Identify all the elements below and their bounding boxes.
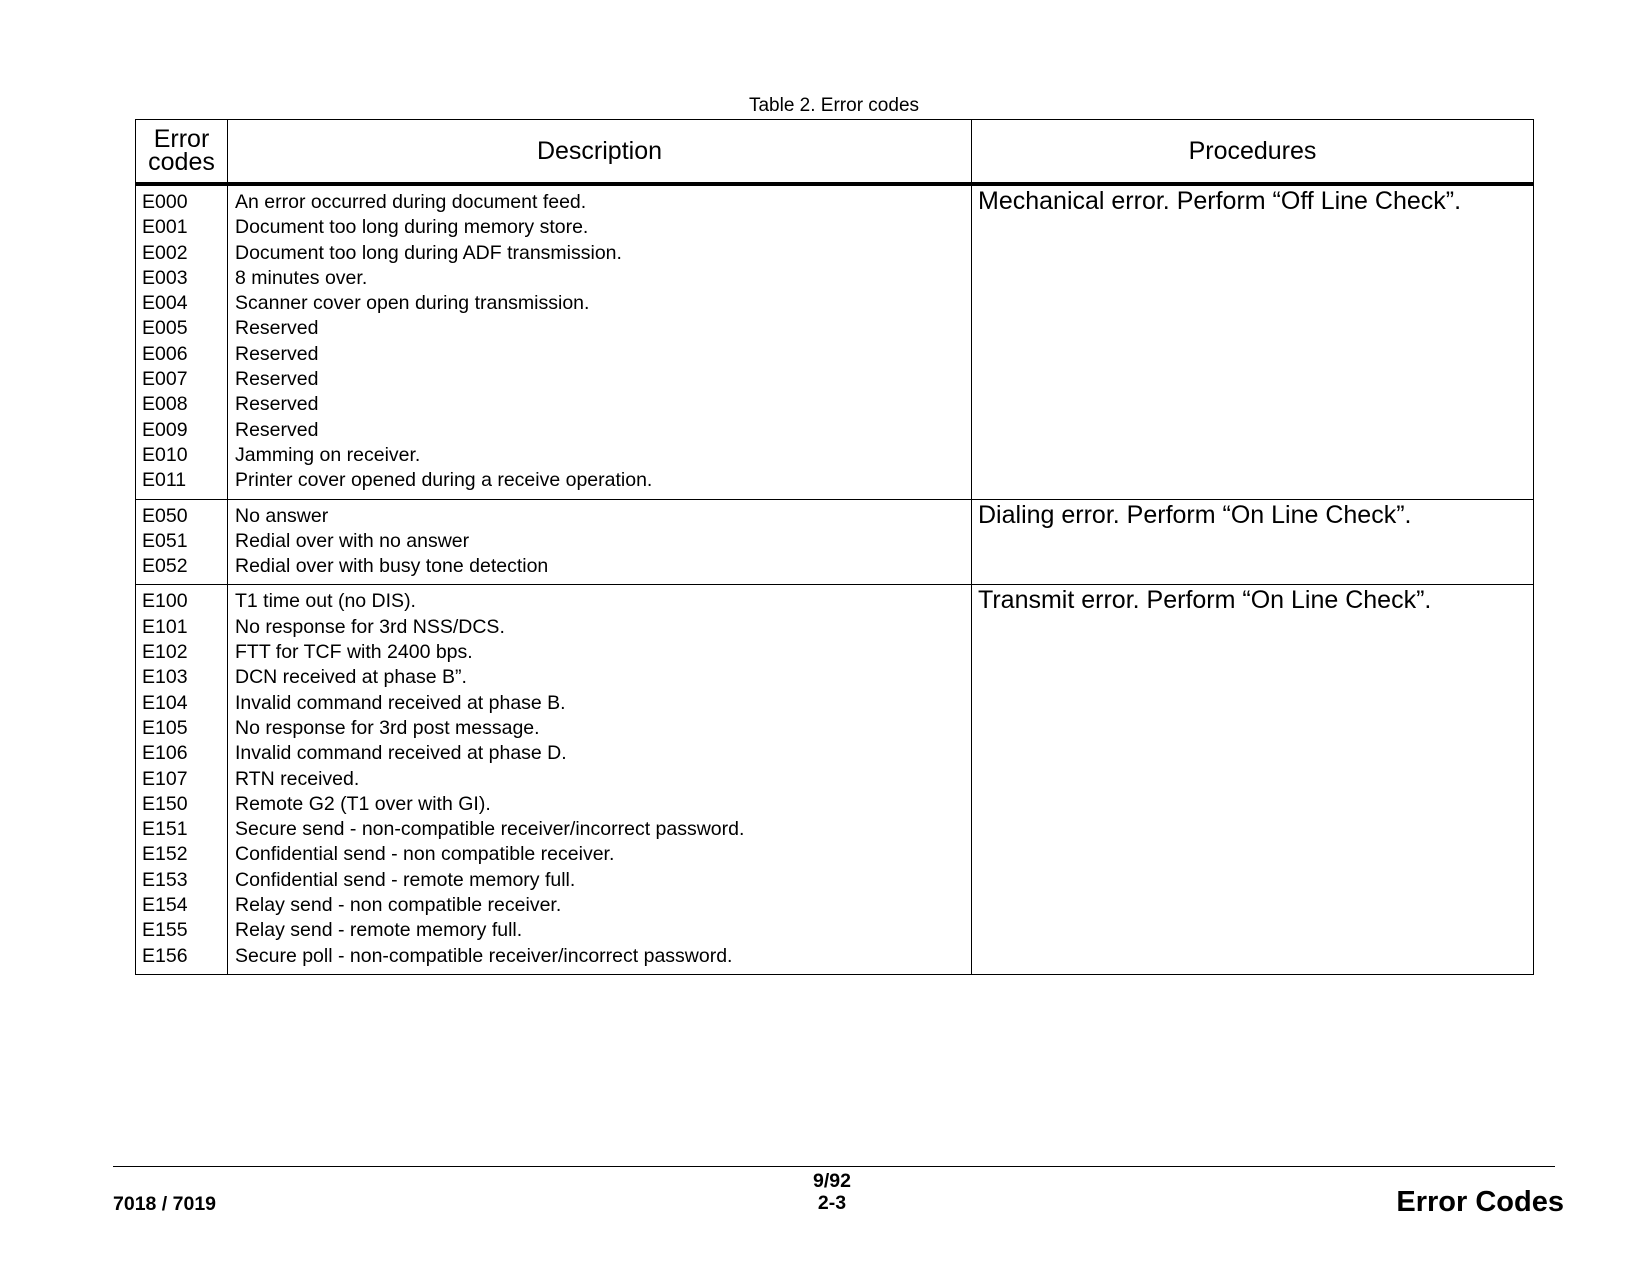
table-row-group [136, 184, 1534, 499]
error-description: Invalid command received at phase B. [235, 691, 566, 714]
procedure-cell [972, 184, 1534, 499]
error-description: Redial over with no answer [235, 529, 470, 552]
error-description: Document too long during memory store. [235, 216, 589, 239]
error-code: E009 [142, 418, 188, 441]
error-code: E150 [142, 792, 188, 815]
table-header-row [136, 120, 1534, 185]
error-description: Reserved [235, 393, 319, 416]
error-code: E152 [142, 843, 188, 866]
header-error-codes [136, 120, 228, 185]
footer-date: 9/92 [813, 1170, 851, 1192]
error-description: No response for 3rd NSS/DCS. [235, 615, 505, 638]
error-description: Jamming on receiver. [235, 443, 421, 466]
error-description: Relay send - non compatible receiver. [235, 894, 562, 917]
procedure-text: Transmit error. Perform “On Line Check”. [978, 586, 1432, 615]
footer-page-number: 2-3 [817, 1192, 847, 1214]
error-description: DCN received at phase B”. [235, 666, 467, 689]
error-description: Relay send - remote memory full. [235, 919, 523, 942]
error-code: E153 [142, 868, 188, 891]
header-error-codes-line1: Error [153, 125, 210, 153]
procedure-text: Dialing error. Perform “On Line Check”. [978, 500, 1412, 529]
table-caption: Table 2. Error codes [748, 95, 920, 116]
error-description: Reserved [235, 418, 319, 441]
error-code: E050 [142, 504, 188, 527]
header-procedures: Procedures [972, 120, 1534, 185]
error-description: RTN received. [235, 767, 360, 790]
header-description: Description [228, 120, 972, 185]
error-description: Invalid command received at phase D. [235, 742, 567, 765]
description-cell [228, 184, 972, 499]
error-code: E103 [142, 666, 188, 689]
error-code-cell [136, 184, 228, 499]
error-description: Secure send - non-compatible receiver/incorrect password. [235, 818, 745, 841]
procedure-cell [972, 585, 1534, 974]
error-description: Printer cover opened during a receive operation. [235, 469, 653, 492]
error-description: Reserved [235, 368, 319, 391]
error-code: E000 [142, 191, 188, 213]
footer-center [772, 1170, 892, 1214]
error-code: E156 [142, 944, 188, 967]
error-description: No response for 3rd post message. [235, 716, 540, 739]
error-code: E107 [142, 767, 188, 790]
table-row-group [136, 499, 1534, 585]
table-body [136, 184, 1534, 974]
error-description: Document too long during ADF transmission. [235, 241, 622, 264]
error-code: E100 [142, 590, 188, 613]
error-code-cell [136, 499, 228, 585]
error-code: E001 [142, 216, 188, 239]
error-description: Confidential send - remote memory full. [235, 868, 576, 891]
error-code: E002 [142, 241, 188, 264]
error-description: Reserved [235, 317, 319, 340]
error-description: No answer [235, 504, 329, 527]
error-description: An error occurred during document feed. [235, 191, 587, 213]
procedure-cell [972, 499, 1534, 585]
error-code: E003 [142, 266, 188, 289]
error-description: 8 minutes over. [235, 266, 368, 289]
error-code: E011 [142, 469, 187, 492]
error-code: E102 [142, 641, 188, 664]
table-row-group [136, 585, 1534, 974]
error-code: E104 [142, 691, 188, 714]
error-code: E101 [142, 615, 188, 638]
error-code: E106 [142, 742, 188, 765]
error-description: T1 time out (no DIS). [235, 590, 416, 613]
error-code: E010 [142, 443, 188, 466]
error-code: E007 [142, 368, 188, 391]
error-code-cell [136, 585, 228, 974]
error-code: E004 [142, 292, 188, 315]
error-description: Secure poll - non-compatible receiver/incorrect password. [235, 944, 733, 967]
footer-rule [113, 1166, 1555, 1167]
error-code: E154 [142, 894, 188, 917]
error-code: E155 [142, 919, 188, 942]
error-code: E006 [142, 342, 188, 365]
footer-section-title: Error Codes [1396, 1186, 1564, 1218]
error-description: Remote G2 (T1 over with GI). [235, 792, 491, 815]
description-cell [228, 585, 972, 974]
error-code: E151 [142, 818, 188, 841]
error-code: E052 [142, 555, 188, 578]
error-codes-table [135, 119, 1534, 975]
error-code: E008 [142, 393, 188, 416]
error-code: E005 [142, 317, 188, 340]
error-code: E051 [142, 529, 188, 552]
error-description: Reserved [235, 342, 319, 365]
procedure-text: Mechanical error. Perform “Off Line Check”. [978, 187, 1462, 215]
error-description: Scanner cover open during transmission. [235, 292, 590, 315]
error-description: Confidential send - non compatible receiver. [235, 843, 615, 866]
footer-model: 7018 / 7019 [113, 1193, 217, 1215]
error-description: FTT for TCF with 2400 bps. [235, 641, 473, 664]
error-code: E105 [142, 716, 188, 739]
error-description: Redial over with busy tone detection [235, 555, 549, 578]
header-error-codes-line2: codes [148, 148, 215, 176]
description-cell [228, 499, 972, 585]
